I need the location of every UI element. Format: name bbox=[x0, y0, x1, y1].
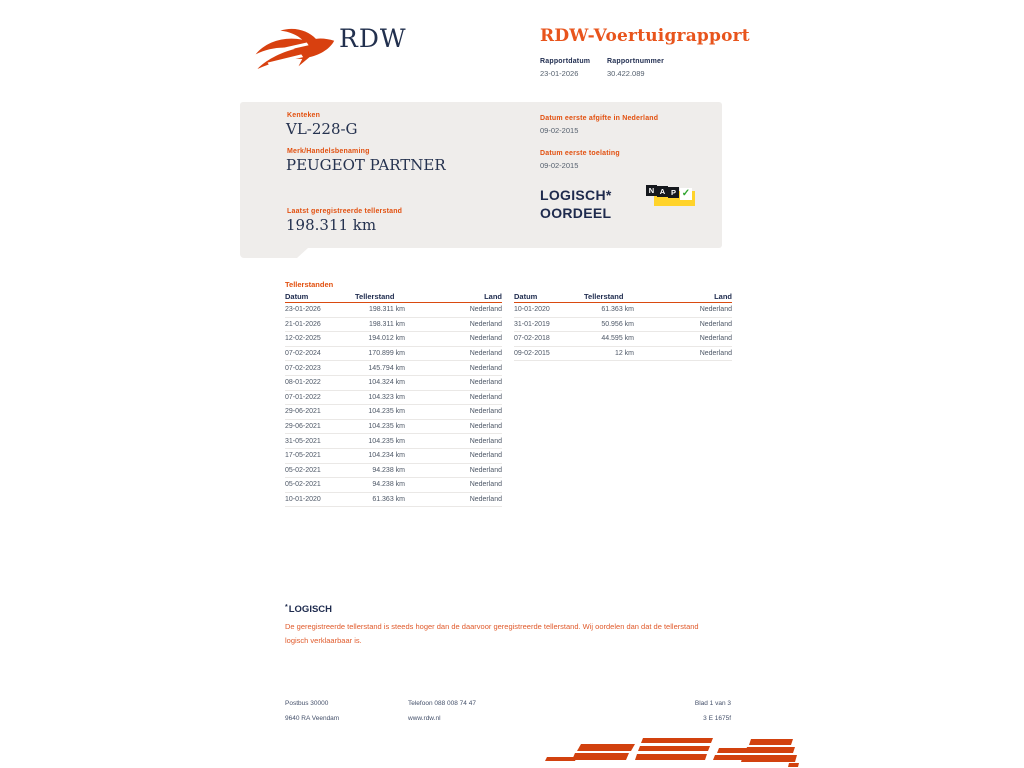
table-row bbox=[285, 318, 502, 333]
cell-datum: 23-01-2026 bbox=[285, 306, 321, 314]
cell-datum: 29-06-2021 bbox=[285, 423, 321, 431]
cell-tellerstand: 104.235 km bbox=[368, 437, 405, 445]
eerste-toelating-label: Datum eerste toelating bbox=[540, 150, 620, 157]
column-header-datum: Datum bbox=[285, 291, 309, 301]
nap-letter-p: P bbox=[668, 187, 679, 198]
footer-phone: Telefoon 088 008 74 47 bbox=[408, 700, 476, 707]
cell-land: Nederland bbox=[699, 350, 732, 358]
merk-label: Merk/Handelsbenaming bbox=[287, 148, 370, 155]
cell-tellerstand: 145.794 km bbox=[368, 364, 405, 372]
cell-tellerstand: 170.899 km bbox=[368, 350, 405, 358]
cell-tellerstand: 50.956 km bbox=[601, 320, 634, 328]
cell-datum: 07-01-2022 bbox=[285, 393, 321, 401]
kenteken-value: VL-228-G bbox=[286, 120, 358, 138]
kenteken-label: Kenteken bbox=[287, 112, 321, 119]
table-header-row bbox=[514, 290, 732, 303]
cell-land: Nederland bbox=[699, 335, 732, 343]
table-row bbox=[285, 361, 502, 376]
cell-tellerstand: 104.234 km bbox=[368, 452, 405, 460]
table-row bbox=[285, 405, 502, 420]
eerste-afgifte-value: 09-02-2015 bbox=[540, 126, 579, 135]
cell-land: Nederland bbox=[469, 481, 502, 489]
table-row bbox=[514, 303, 732, 318]
cell-land: Nederland bbox=[469, 423, 502, 431]
table-header-row bbox=[285, 290, 502, 303]
cell-land: Nederland bbox=[469, 320, 502, 328]
oordeel-text bbox=[540, 186, 612, 222]
report-number-label: Rapportnummer bbox=[607, 58, 665, 65]
cell-tellerstand: 194.012 km bbox=[368, 335, 405, 343]
merk-value: PEUGEOT PARTNER bbox=[286, 156, 446, 174]
cell-datum: 07-02-2018 bbox=[514, 335, 550, 343]
rdw-bird-logo-icon bbox=[252, 25, 336, 71]
report-date-label: Rapportdatum bbox=[540, 58, 591, 65]
cell-land: Nederland bbox=[699, 320, 732, 328]
nap-logo bbox=[646, 184, 698, 210]
table-row bbox=[285, 420, 502, 435]
cell-tellerstand: 94.238 km bbox=[372, 466, 405, 474]
footnote-text: De geregistreerde tellerstand is steeds hoger dan de daarvoor geregistreerde tellerstand. Wij oordelen dan dat de tellerstand logisch verklaarbaar is. bbox=[285, 622, 699, 645]
table-row bbox=[285, 493, 502, 508]
nap-letter-a: A bbox=[657, 186, 668, 197]
cell-land: Nederland bbox=[469, 408, 502, 416]
table-row bbox=[285, 449, 502, 464]
footnote-asterisk: * bbox=[285, 604, 288, 611]
panel-tab-shape bbox=[240, 248, 308, 258]
table-row bbox=[285, 376, 502, 391]
table-row bbox=[285, 434, 502, 449]
cell-datum: 05-02-2021 bbox=[285, 466, 321, 474]
cell-datum: 05-02-2021 bbox=[285, 481, 321, 489]
cell-tellerstand: 198.311 km bbox=[368, 306, 405, 314]
column-header-tellerstand: Tellerstand bbox=[355, 291, 395, 301]
footer-website: www.rdw.nl bbox=[408, 715, 441, 722]
cell-land: Nederland bbox=[469, 452, 502, 460]
cell-land: Nederland bbox=[469, 466, 502, 474]
cell-tellerstand: 198.311 km bbox=[368, 320, 405, 328]
footer-page-number: Blad 1 van 3 bbox=[694, 700, 731, 707]
cell-tellerstand: 104.324 km bbox=[368, 379, 405, 387]
table-row bbox=[514, 318, 732, 333]
cell-tellerstand: 104.323 km bbox=[368, 393, 405, 401]
table-row bbox=[514, 347, 732, 362]
cell-datum: 10-01-2020 bbox=[285, 496, 321, 504]
table-row bbox=[285, 464, 502, 479]
rdw-speed-stripes-graphic bbox=[543, 736, 801, 768]
cell-datum: 07-02-2024 bbox=[285, 350, 321, 358]
table-row bbox=[285, 478, 502, 493]
rdw-logo-text: RDW bbox=[339, 24, 407, 53]
table-row bbox=[285, 332, 502, 347]
cell-datum: 29-06-2021 bbox=[285, 408, 321, 416]
cell-tellerstand: 12 km bbox=[614, 350, 634, 358]
cell-land: Nederland bbox=[469, 364, 502, 372]
column-header-land: Land bbox=[484, 291, 502, 301]
footer-form-code: 3 E 1675f bbox=[703, 715, 731, 722]
cell-tellerstand: 94.238 km bbox=[372, 481, 405, 489]
cell-datum: 07-02-2023 bbox=[285, 364, 321, 372]
cell-land: Nederland bbox=[469, 350, 502, 358]
page-title: RDW-Voertuigrapport bbox=[540, 26, 750, 46]
cell-land: Nederland bbox=[469, 306, 502, 314]
oordeel-line2: OORDEEL bbox=[540, 205, 612, 221]
cell-land: Nederland bbox=[469, 335, 502, 343]
cell-datum: 08-01-2022 bbox=[285, 379, 321, 387]
tellerstanden-table-2 bbox=[514, 290, 732, 361]
cell-datum: 12-02-2025 bbox=[285, 335, 321, 343]
cell-datum: 09-02-2015 bbox=[514, 350, 550, 358]
cell-datum: 31-01-2019 bbox=[514, 320, 550, 328]
footer-address-line1: Postbus 30000 bbox=[285, 700, 329, 707]
table-row bbox=[285, 391, 502, 406]
cell-land: Nederland bbox=[469, 496, 502, 504]
cell-land: Nederland bbox=[469, 393, 502, 401]
cell-land: Nederland bbox=[699, 306, 732, 314]
footnote-title bbox=[285, 604, 332, 615]
column-header-datum: Datum bbox=[514, 291, 538, 301]
cell-datum: 31-05-2021 bbox=[285, 437, 321, 445]
report-number-value: 30.422.089 bbox=[607, 69, 645, 78]
table-row bbox=[514, 332, 732, 347]
eerste-afgifte-label: Datum eerste afgifte in Nederland bbox=[540, 115, 659, 122]
column-header-land: Land bbox=[714, 291, 732, 301]
cell-land: Nederland bbox=[469, 379, 502, 387]
cell-datum: 17-05-2021 bbox=[285, 452, 321, 460]
table-row bbox=[285, 303, 502, 318]
cell-datum: 10-01-2020 bbox=[514, 306, 550, 314]
cell-datum: 21-01-2026 bbox=[285, 320, 321, 328]
oordeel-line1: LOGISCH* bbox=[540, 187, 612, 203]
footer-address-line2: 9640 RA Veendam bbox=[285, 715, 340, 722]
cell-tellerstand: 104.235 km bbox=[368, 408, 405, 416]
nap-checkmark-icon: ✓ bbox=[681, 188, 691, 199]
cell-tellerstand: 61.363 km bbox=[372, 496, 405, 504]
report-date-value: 23-01-2026 bbox=[540, 69, 579, 78]
laatste-tellerstand-label: Laatst geregistreerde tellerstand bbox=[287, 208, 403, 215]
nap-letter-n: N bbox=[646, 185, 657, 196]
tellerstanden-title: Tellerstanden bbox=[285, 280, 334, 289]
cell-tellerstand: 44.595 km bbox=[601, 335, 634, 343]
cell-tellerstand: 104.235 km bbox=[368, 423, 405, 431]
laatste-tellerstand-value: 198.311 km bbox=[286, 216, 377, 234]
footnote-title-text: LOGISCH bbox=[288, 604, 333, 615]
eerste-toelating-value: 09-02-2015 bbox=[540, 161, 579, 170]
column-header-tellerstand: Tellerstand bbox=[584, 291, 624, 301]
tellerstanden-table-1 bbox=[285, 290, 502, 507]
table-row bbox=[285, 347, 502, 362]
cell-tellerstand: 61.363 km bbox=[601, 306, 634, 314]
cell-land: Nederland bbox=[469, 437, 502, 445]
